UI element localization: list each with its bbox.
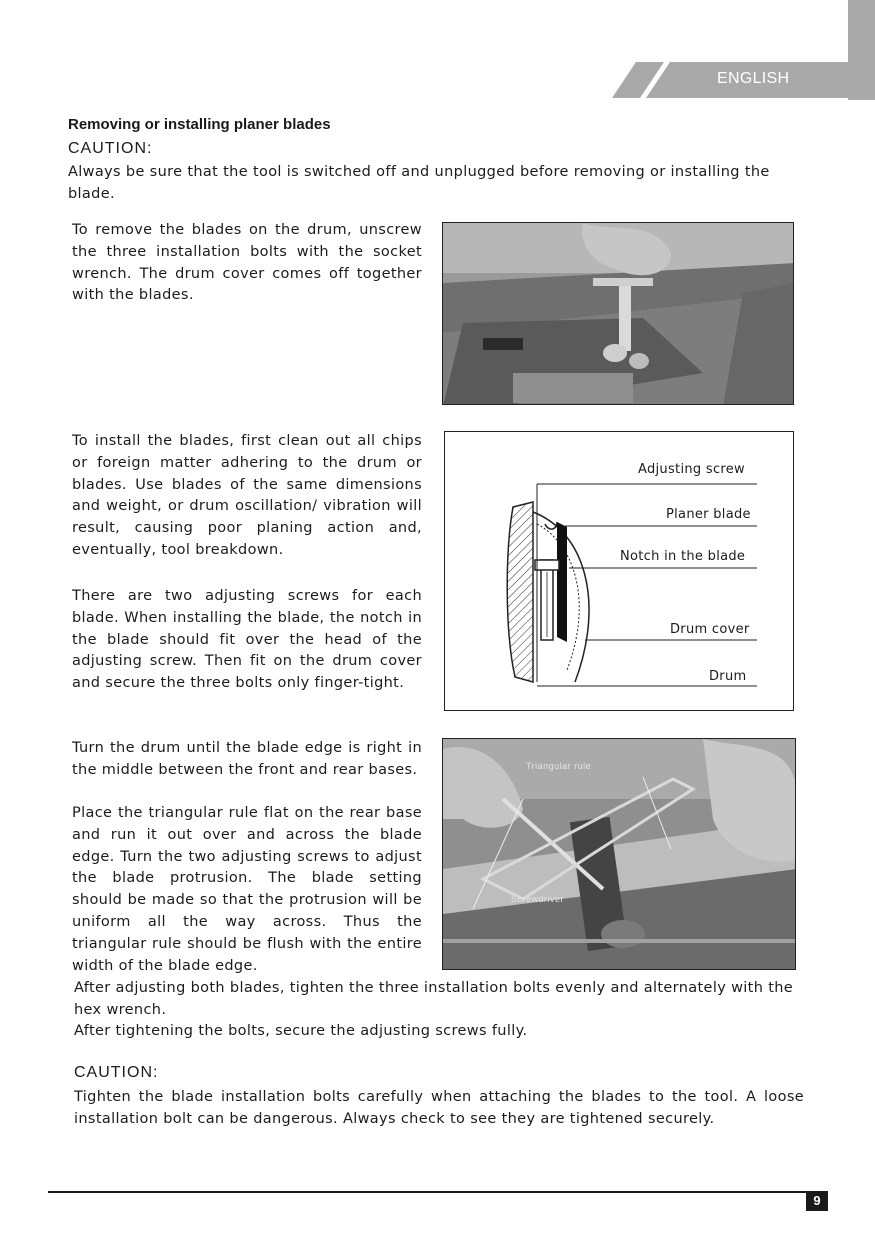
install-blades-text: To install the blades, first clean out all chips or foreign matter adhering to the drum or blades. Use blades of the same dimensions and weight, or drum oscillation/ vibration will result, causing poor planing action and, eventually, tool breakdown. — [72, 433, 422, 558]
label-triangular-rule: Triangular rule — [526, 761, 592, 771]
secure-screws-text: After tightening the bolts, secure the adjusting screws fully. — [74, 1023, 528, 1039]
photo-remove-bolts — [442, 222, 794, 405]
section-heading: Removing or installing planer blades — [68, 116, 331, 133]
turn-drum-text: Turn the drum until the blade edge is right in the middle between the front and rear bases. — [72, 740, 422, 778]
photo-triangular-rule — [442, 738, 796, 970]
label-planer-blade: Planer blade — [666, 507, 751, 522]
blade-diagram — [444, 431, 794, 711]
tighten-bolts-text: After adjusting both blades, tighten the three installation bolts evenly and alternately with the hex wrench. — [74, 980, 794, 1018]
adjusting-screws-text: There are two adjusting screws for each blade. When installing the blade, the notch in the blade should fit over the head of the adjusting screw. Then fit on the drum cover and secure the three bolts only finger-tight. — [72, 588, 422, 692]
remove-blades-text: To remove the blades on the drum, unscrew the three installation bolts with the socket wrench. The drum cover comes off together with the blades. — [72, 222, 422, 304]
label-adjusting-screw: Adjusting screw — [638, 462, 745, 477]
label-drum: Drum — [709, 669, 747, 684]
footer-rule — [48, 1191, 828, 1193]
label-drum-cover: Drum cover — [670, 622, 750, 637]
caution-text: Always be sure that the tool is switched off and unplugged before removing or installing the blade. — [68, 164, 770, 202]
triangular-rule-text: Place the triangular rule flat on the rear base and run it out over and across the blade edge. Turn the two adjusting screws to adjust the blade protrusion. The blade setting should be made so that the protrusion will be uniform all the way across. Thus the triangular rule should be flush with the entire width of the blade edge. — [72, 805, 422, 974]
label-screwdriver: Screwdriver — [511, 894, 565, 904]
caution2-text: Tighten the blade installation bolts carefully when attaching the blades to the tool. A loose installation bolt can be dangerous. Always check to see they are tightened securely. — [74, 1089, 804, 1127]
label-notch: Notch in the blade — [620, 549, 746, 564]
language-label: ENGLISH — [717, 70, 790, 87]
page-number: 9 — [806, 1191, 828, 1211]
caution-label: CAUTION: — [68, 140, 153, 157]
caution2-label: CAUTION: — [74, 1064, 159, 1081]
